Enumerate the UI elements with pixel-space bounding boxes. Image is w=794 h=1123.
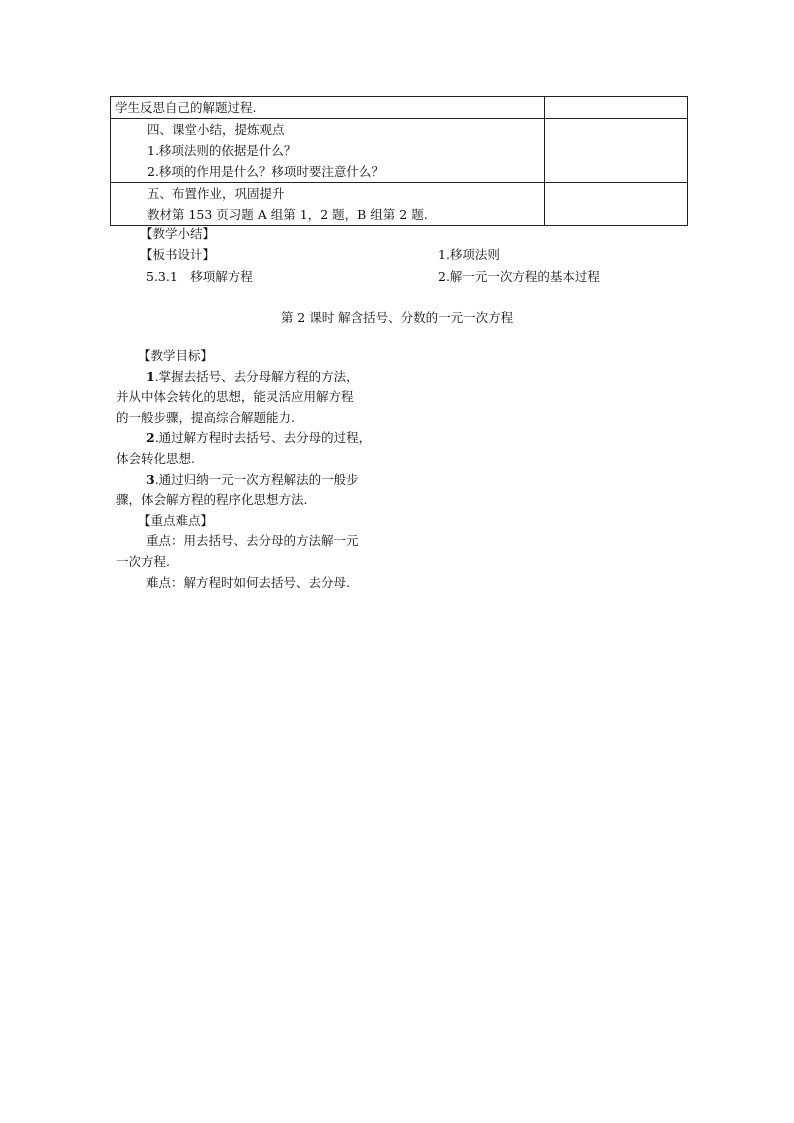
goal-3-line-2: 骤，体会解方程的程序化思想方法. <box>116 492 308 508</box>
goal-1-line-2: 并从中体会转化的思想，能灵活应用解方程 <box>116 389 354 405</box>
summary-heading: 四、课堂小结，提炼观点 <box>147 122 285 137</box>
homework-heading: 五、布置作业，巩固提升 <box>147 186 285 201</box>
table-cell-main <box>111 183 545 226</box>
difficulty-line: 难点：解方程时如何去括号、去分母. <box>146 574 350 590</box>
board-point-2: 2.解一元一次方程的基本过程 <box>438 269 600 284</box>
table-row <box>111 119 688 183</box>
board-design-label: 【板书设计】 <box>140 247 216 262</box>
goal-1-number: 1 <box>146 368 155 384</box>
goal-3-number: 3 <box>146 471 155 487</box>
lesson-table <box>110 96 688 226</box>
reflection-line: 学生反思自己的解题过程. <box>115 100 257 115</box>
board-title: 5.3.1 移项解方程 <box>146 269 253 284</box>
goal-1-text: .掌握去括号、去分母解方程的方法， <box>154 368 359 384</box>
keypoints-label: 【重点难点】 <box>138 512 214 528</box>
key-point-line-2: 一次方程. <box>116 553 170 569</box>
board-point-1: 1.移项法则 <box>438 247 500 262</box>
goal-3-text: .通过归纳一元一次方程解法的一般步 <box>154 471 359 487</box>
goal-2-line-1 <box>116 428 391 449</box>
summary-question-2: 2.移项的作用是什么？移项时要注意什么？ <box>147 164 384 179</box>
lesson-2-title: 第 2 课时 解含括号、分数的一元一次方程 <box>280 310 514 325</box>
table-row <box>111 183 688 226</box>
lesson-2-body <box>116 346 391 593</box>
goal-2-text: .通过解方程时去括号、去分母的过程， <box>154 430 372 446</box>
key-point-line-1: 重点：用去括号、去分母的方法解一元 <box>146 533 359 549</box>
table-cell-main <box>111 97 545 119</box>
goal-2-number: 2 <box>146 430 155 446</box>
goal-3-line-1 <box>116 470 391 491</box>
table-cell-side <box>545 183 688 226</box>
table-cell-side <box>545 97 688 119</box>
table-row <box>111 97 688 119</box>
goal-1-line-1 <box>116 367 391 388</box>
teaching-summary-label: 【教学小结】 <box>140 226 216 241</box>
goal-1-line-3: 的一般步骤，提高综合解题能力. <box>116 409 295 425</box>
table-cell-side <box>545 119 688 183</box>
goal-2-line-2: 体会转化思想. <box>116 450 195 466</box>
goals-label: 【教学目标】 <box>138 348 214 363</box>
table-cell-main <box>111 119 545 183</box>
homework-task: 教材第 153 页习题 A 组第 1，2 题，B 组第 2 题. <box>147 207 428 222</box>
summary-question-1: 1.移项法则的依据是什么？ <box>147 143 297 158</box>
